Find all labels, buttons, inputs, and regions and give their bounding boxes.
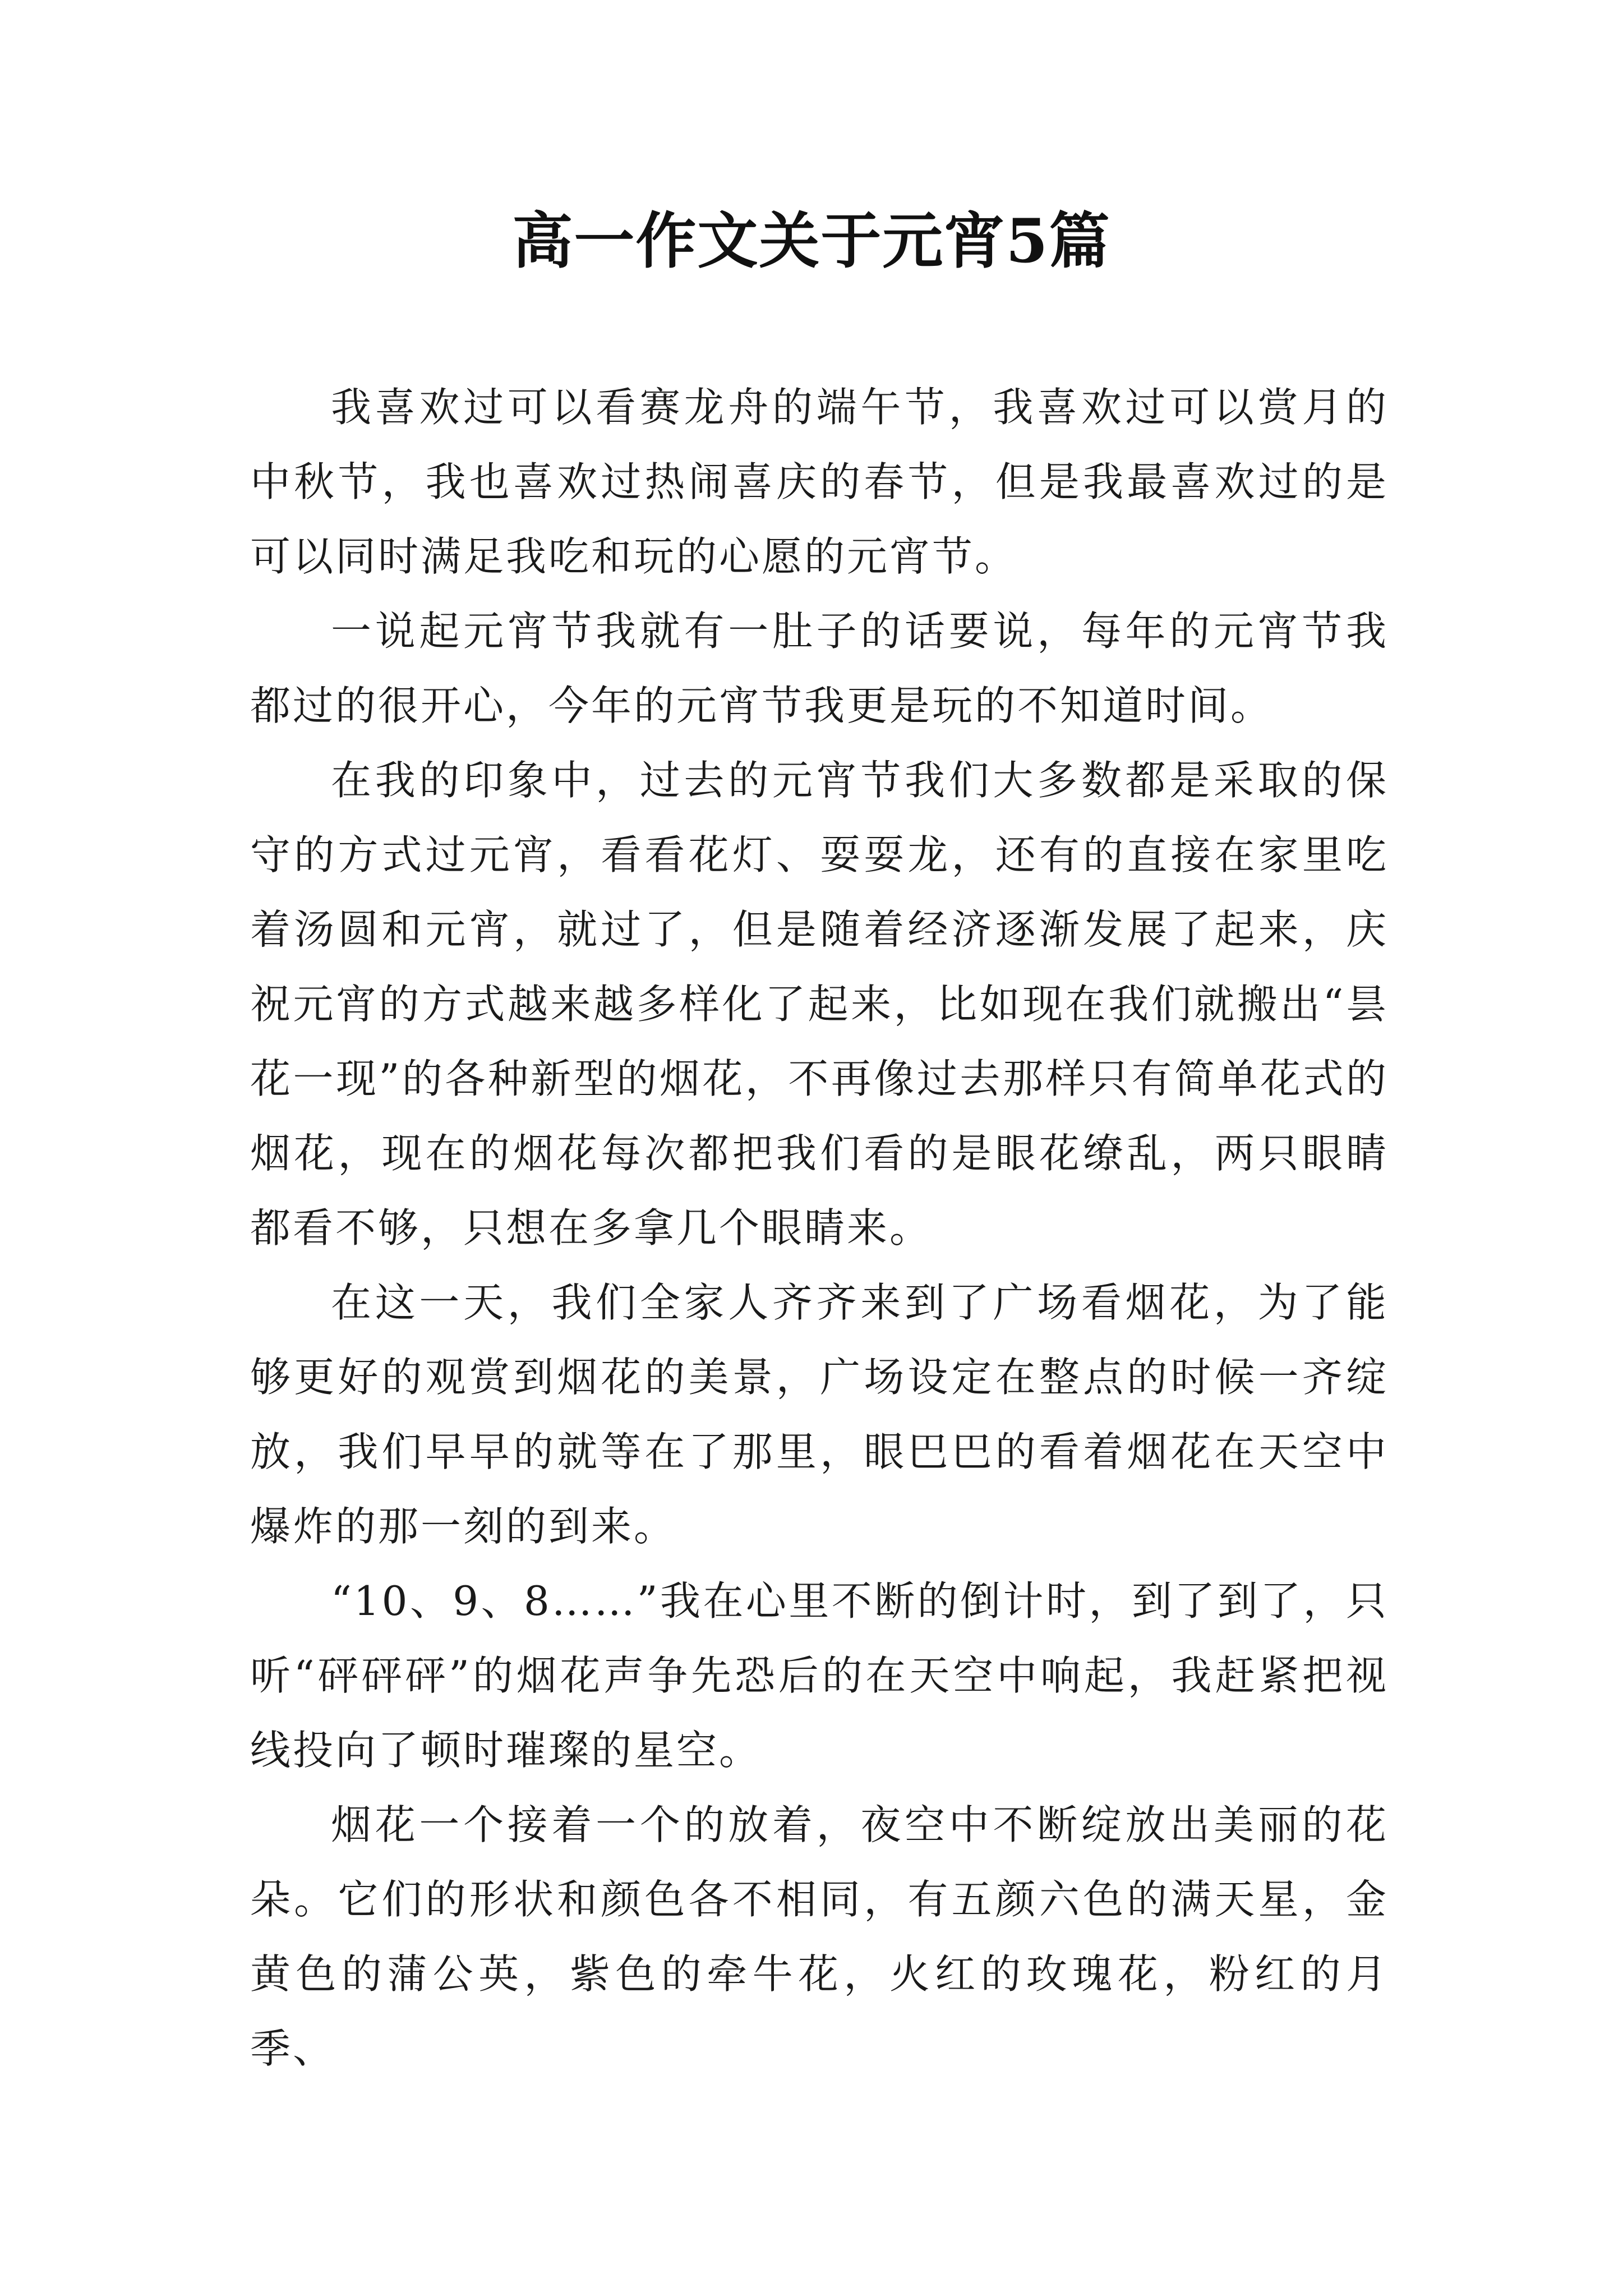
paragraph: 在我的印象中，过去的元宵节我们大多数都是采取的保守的方式过元宵，看看花灯、耍耍龙，还有的直接在家里吃着汤圆和元宵，就过了，但是随着经济逐渐发展了起来，庆祝元宵的方式越来越多样化了起来，比如现在我们就搬出“昙花一现”的各种新型的烟花，不再像过去那样只有简单花式的烟花，现在的烟花每次都把我们看的是眼花缭乱，两只眼睛都看不够，只想在多拿几个眼睛来。 <box>250 757 1389 1251</box>
paragraph: “10、9、8……”我在心里不断的倒计时，到了到了，只听“砰砰砰”的烟花声争先恐后的在天空中响起，我赶紧把视线投向了顿时璀璨的星空。 <box>250 1577 1389 1774</box>
paragraph: 我喜欢过可以看赛龙舟的端午节，我喜欢过可以赏月的中秋节，我也喜欢过热闹喜庆的春节，但是我最喜欢过的是可以同时满足我吃和玩的心愿的元宵节。 <box>250 384 1389 580</box>
document-body <box>250 370 1389 2086</box>
paragraph: 在这一天，我们全家人齐齐来到了广场看烟花，为了能够更好的观赏到烟花的美景，广场设定在整点的时候一齐绽放，我们早早的就等在了那里，眼巴巴的看着烟花在天空中爆炸的那一刻的到来。 <box>250 1279 1389 1550</box>
paragraph: 一说起元宵节我就有一肚子的话要说，每年的元宵节我都过的很开心，今年的元宵节我更是玩的不知道时间。 <box>250 608 1389 729</box>
document-title: 高一作文关于元宵5篇 <box>512 206 1111 277</box>
paragraph: 烟花一个接着一个的放着，夜空中不断绽放出美丽的花朵。它们的形状和颜色各不相同，有五颜六色的满天星，金黄色的蒲公英，紫色的牵牛花，火红的玫瑰花，粉红的月季、 <box>250 1801 1389 2072</box>
